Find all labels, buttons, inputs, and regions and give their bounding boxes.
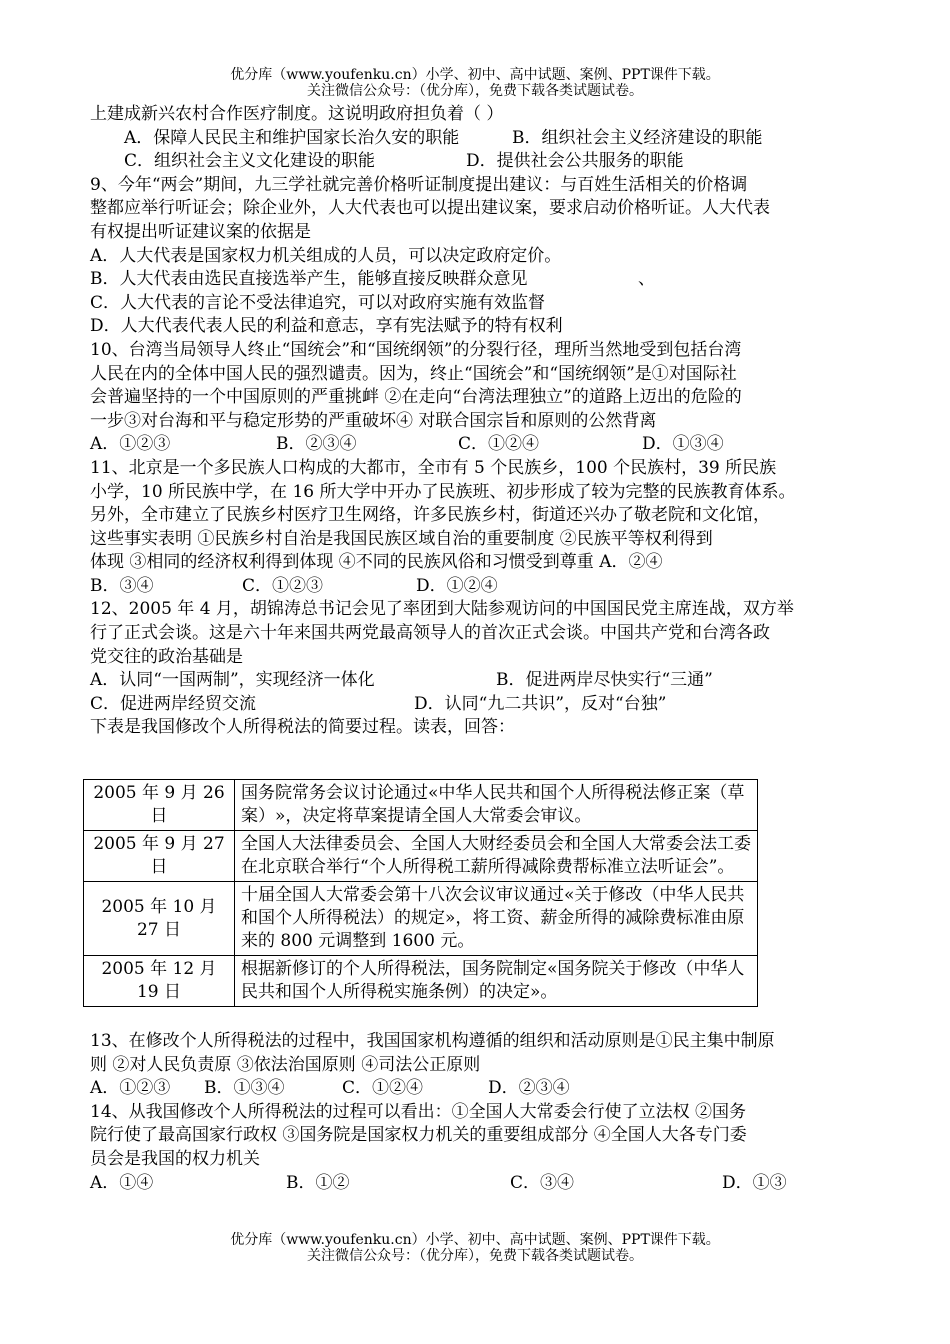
q8-option-d: D．提供社会公共服务的职能 [466,151,684,172]
q13-option-a: A．①②③ [90,1078,171,1099]
q9-option-d: D．人大代表代表人民的利益和意志，享有宪法赋予的特有权利 [90,316,563,337]
q14-option-c: C．③④ [510,1172,575,1193]
q13-stem-2: 则 ②对人民负责原 ③依法治国原则 ④司法公正原则 [90,1054,481,1075]
q12-stem-2: 行了正式会谈。这是六十年来国共两党最高领导人的首次正式会谈。中国共产党和台湾各政 [90,623,770,644]
q8-options-ab [90,127,865,151]
q10-option-d: D．①③④ [642,434,724,455]
q11-stem-2: 小学，10 所民族中学，在 16 所大学中开办了民族班、初步形成了较为完整的民族教育体系。 [90,481,796,502]
q13-option-b: B．①③④ [204,1078,285,1099]
table-event: 根据新修订的个人所得税法，国务院制定«国务院关于修改（中华人民共和国个人所得税实施条例）的决定»。 [235,956,758,1007]
page-footer [0,1232,950,1264]
q11-stem-4: 这些事实表明 ①民族乡村自治是我国民族区域自治的重要制度 ②民族平等权利得到 [90,528,713,549]
q13-option-d: D．②③④ [488,1078,570,1099]
q8-option-a: A．保障人民民主和维护国家长治久安的职能 [124,127,460,148]
q9-option-c: C．人大代表的言论不受法律追究，可以对政府实施有效监督 [90,292,546,313]
q12-options-ab [90,669,865,693]
q12-stem-1: 12、2005 年 4 月，胡锦涛总书记会见了率团到大陆参观访问的中国国民党主席连战，双方举 [90,599,794,620]
q10-options [90,433,865,457]
q12-options-cd [90,693,865,717]
q11-option-d: D．①②④ [416,575,498,596]
q14-option-d: D．①③ [722,1172,787,1193]
table-date: 2005 年 12 月 19 日 [84,956,235,1007]
q11-options [90,575,865,599]
header-line-1: 优分库（www.youfenku.cn）小学、初中、高中试题、案例、PPT课件下载。 [230,67,720,83]
q11-stem-1: 11、北京是一个多民族人口构成的大都市，全市有 5 个民族乡，100 个民族村，39 所民族 [90,457,777,478]
q12-option-d: D．认同“九二共识”，反对“台独” [414,693,667,714]
table-date: 2005 年 10 月 27 日 [84,882,235,956]
q9-stray-mark: 、 [638,269,655,290]
q14-options [90,1172,865,1196]
table-row [84,956,758,1007]
q9-option-a: A．人大代表是国家权力机关组成的人员，可以决定政府定价。 [90,245,562,266]
q9-stem-1: 9、今年“两会”期间，九三学社就完善价格听证制度提出建议：与百姓生活相关的价格调 [90,174,748,195]
q12-stem-3: 党交往的政治基础是 [90,646,243,667]
q10-option-b: B．②③④ [276,434,357,455]
q10-stem-1: 10、台湾当局领导人终止“国统会”和“国统纲领”的分裂行径，理所当然地受到包括台湾 [90,339,742,360]
q10-option-c: C．①②④ [458,434,540,455]
q8-options-cd [90,150,865,174]
table-date: 2005 年 9 月 27 日 [84,831,235,882]
table-event: 全国人大法律委员会、全国人大财经委员会和全国人大常委会法工委在北京联合举行“个人所得税工薪所得减除费帮标准立法听证会”。 [235,831,758,882]
table-event: 十届全国人大常委会第十八次会议审议通过«关于修改（中华人民共和国个人所得税法）的规定»，将工资、薪金所得的减除费标准由原来的 800 元调整到 1600 元。 [235,882,758,956]
q11-option-c: C．①②③ [242,575,324,596]
q11-stem-5: 体现 ③相同的经济权利得到体现 ④不同的民族风俗和习惯受到尊重 A．②④ [90,552,663,573]
q11-option-b: B．③④ [90,575,154,596]
table-row [84,780,758,831]
q9-option-b-row [90,268,865,292]
q9-stem-3: 有权提出听证建议案的依据是 [90,221,311,242]
q10-stem-4: 一步③对台海和平与稳定形势的严重破坏④ 对联合国宗旨和原则的公然背离 [90,410,657,431]
tax-law-table [83,779,758,1007]
table-row [84,831,758,882]
table-event: 国务院常务会议讨论通过«中华人民共和国个人所得税法修正案（草案）»，决定将草案提请全国人大常委会审议。 [235,780,758,831]
q14-stem-1: 14、从我国修改个人所得税法的过程可以看出：①全国人大常委会行使了立法权 ②国务 [90,1101,747,1122]
q11-stem-3: 另外，全市建立了民族乡村医疗卫生网络，许多民族乡村，街道还兴办了敬老院和文化馆， [90,505,770,526]
q10-stem-3: 会普遍坚持的一个中国原则的严重挑衅 ②在走向“台湾法理独立”的道路上迈出的危险的 [90,387,742,408]
q12-option-a: A．认同“一国两制”，实现经济一体化 [90,670,375,691]
q8-continuation: 上建成新兴农村合作医疗制度。这说明政府担负着（ ） [90,104,504,124]
q8-option-b: B．组织社会主义经济建设的职能 [512,127,763,148]
table-date: 2005 年 9 月 26 日 [84,780,235,831]
q13-options [90,1077,865,1101]
q14-option-b: B．①② [286,1172,350,1193]
q14-stem-3: 员会是我国的权力机关 [90,1148,260,1169]
q8-option-c: C．组织社会主义文化建设的职能 [124,151,376,172]
table-intro: 下表是我国修改个人所得税法的简要过程。读表，回答： [90,717,515,738]
q13-option-c: C．①②④ [342,1078,424,1099]
q12-option-c: C．促进两岸经贸交流 [90,693,257,714]
page-header [0,67,950,99]
q9-stem-2: 整都应举行听证会；除企业外，人大代表也可以提出建议案，要求启动价格听证。人大代表 [90,198,770,219]
footer-line-2: 关注微信公众号：（优分库），免费下载各类试题试卷。 [307,1248,643,1264]
question-block-upper [90,103,865,740]
q10-option-a: A．①②③ [90,434,171,455]
question-block-lower [90,1030,865,1195]
q14-stem-2: 院行使了最高国家行政权 ③国务院是国家权力机关的重要组成部分 ④全国人大各专门委 [90,1125,747,1146]
q10-stem-2: 人民在内的全体中国人民的强烈谴责。因为，终止“国统会”和“国统纲领”是①对国际社 [90,363,737,384]
footer-line-1: 优分库（www.youfenku.cn）小学、初中、高中试题、案例、PPT课件下载。 [230,1232,720,1248]
q13-stem-1: 13、在修改个人所得税法的过程中，我国国家机构遵循的组织和活动原则是①民主集中制原 [90,1031,775,1051]
q9-option-b: B．人大代表由选民直接选举产生，能够直接反映群众意见 [90,269,528,290]
header-line-2: 关注微信公众号：（优分库），免费下载各类试题试卷。 [307,83,643,99]
q12-option-b: B．促进两岸尽快实行“三通” [496,670,713,691]
q14-option-a: A．①④ [90,1172,154,1193]
table-row [84,882,758,956]
